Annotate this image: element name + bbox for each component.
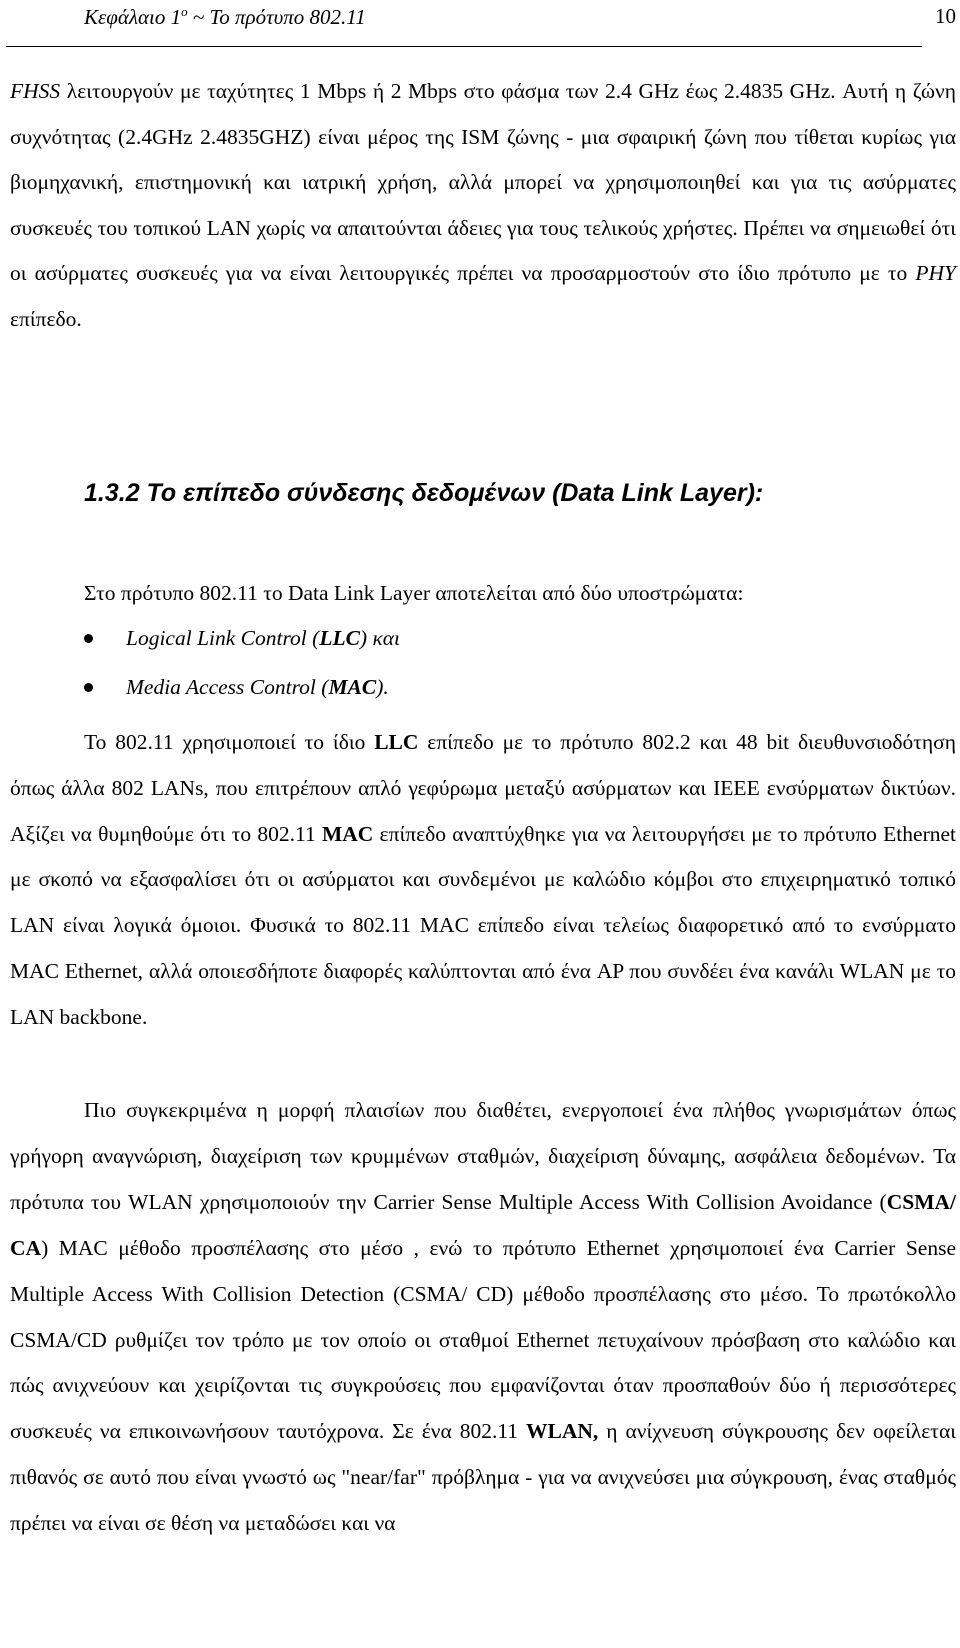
- list-item: Logical Link Control (LLC) και: [84, 626, 956, 675]
- paragraph-2: Το 802.11 χρησιμοποιεί το ίδιο LLC επίπεδο με το πρότυπο 802.2 και 48 bit διευθυνσιοδότηση όπως άλλα 802 LANs, που επιτρέπουν απλό γεφύρωμα μεταξύ ασύρματων και IEEE ενσύρματων δικτύων. Αξίζει να θυμηθούμε ότι το 802.11 MAC επίπεδο αναπτύχθηκε για να λειτουργήσει με το πρότυπο Ethernet με σκοπό να εξασφαλίσει ότι οι ασύρματοι και συνδεμένοι με καλώδιο κόμβοι στο επιχειρηματικό τοπικό LAN είναι λογικά όμοιοι. Φυσικά το 802.11 MAC επίπεδο είναι τελείως διαφορετικό από το ενσύρματο MAC Ethernet, αλλά οποιεσδήποτε διαφορές καλύπτονται από ένα AP που συνδέει ένα κανάλι WLAN με το LAN backbone.: [10, 730, 956, 1029]
- header-rule: [6, 46, 922, 47]
- chapter-title: Κεφάλαιο $1^o$ ~ Το πρότυπο 802.11: [84, 4, 366, 29]
- list-item: Media Access Control (MAC).: [84, 675, 956, 724]
- bullet-icon: [84, 634, 93, 643]
- bullet-icon: [84, 683, 93, 692]
- page-number: 10: [935, 4, 956, 28]
- page-header: [84, 4, 956, 44]
- sublayer-list: [84, 626, 956, 724]
- intro-line: Στο πρότυπο 802.11 το Data Link Layer αποτελείται από δύο υποστρώματα:: [84, 581, 744, 605]
- paragraph-3: Πιο συγκεκριμένα η μορφή πλαισίων που διαθέτει, ενεργοποιεί ένα πλήθος γνωρισμάτων όπως γρήγορη αναγνώριση, διαχείριση των κρυμμένων σταθμών, διαχείριση δύναμης, ασφάλεια δεδομένων. Τα πρότυπα του WLAN χρησιμοποιούν την Carrier Sense Multiple Access With Collision Avoidance (CSMA/ CA) MAC μέθοδο προσπέλασης στο μέσο , ενώ το πρότυπο Ethernet χρησιμοποιεί ένα Carrier Sense Multiple Access With Collision Detection (CSMA/ CD) μέθοδο προσπέλασης στο μέσο. Το πρωτόκολλο CSMA/CD ρυθμίζει τον τρόπο με τον οποίο οι σταθμοί Ethernet πετυχαίνουν πρόσβαση στο καλώδιο και πώς ανιχνεύουν και χειρίζονται τις συγκρούσεις που εμφανίζονται όταν προσπαθούν δύο ή περισσότερες συσκευές να επικοινωνήσουν ταυτόχρονα. Σε ένα 802.11 WLAN, η ανίχνευση σύγκρουσης δεν οφείλεται πιθανός σε αυτό που είναι γνωστό ως "near/far" πρόβλημα - για να ανιχνεύσει μια σύγκρουση, ένας σταθμός πρέπει να είναι σε θέση να μεταδώσει και να: [10, 1098, 956, 1536]
- paragraph-1: FHSS λειτουργούν με ταχύτητες 1 Mbps ή 2 Mbps στο φάσμα των 2.4 GHz έως 2.4835 GHz. Αυτή η ζώνη συχνότητας (2.4GHz 2.4835GHZ) είναι μέρος της ISM ζώνης - μια σφαιρική ζώνη που τίθεται κυρίως για βιομηχανική, επιστημονική και ιατρική χρήση, αλλά μπορεί να χρησιμοποιηθεί και για τις ασύρματες συσκευές του τοπικού LAN χωρίς να απαιτούνται άδειες για τους τελικούς χρήστες. Πρέπει να σημειωθεί ότι οι ασύρματες συσκευές για να είναι λειτουργικές πρέπει να προσαρμοστούν στο ίδιο πρότυπο με το PHY επίπεδο.: [10, 79, 956, 331]
- section-heading: 1.3.2 Το επίπεδο σύνδεσης δεδομένων (Data Link Layer):: [84, 479, 764, 507]
